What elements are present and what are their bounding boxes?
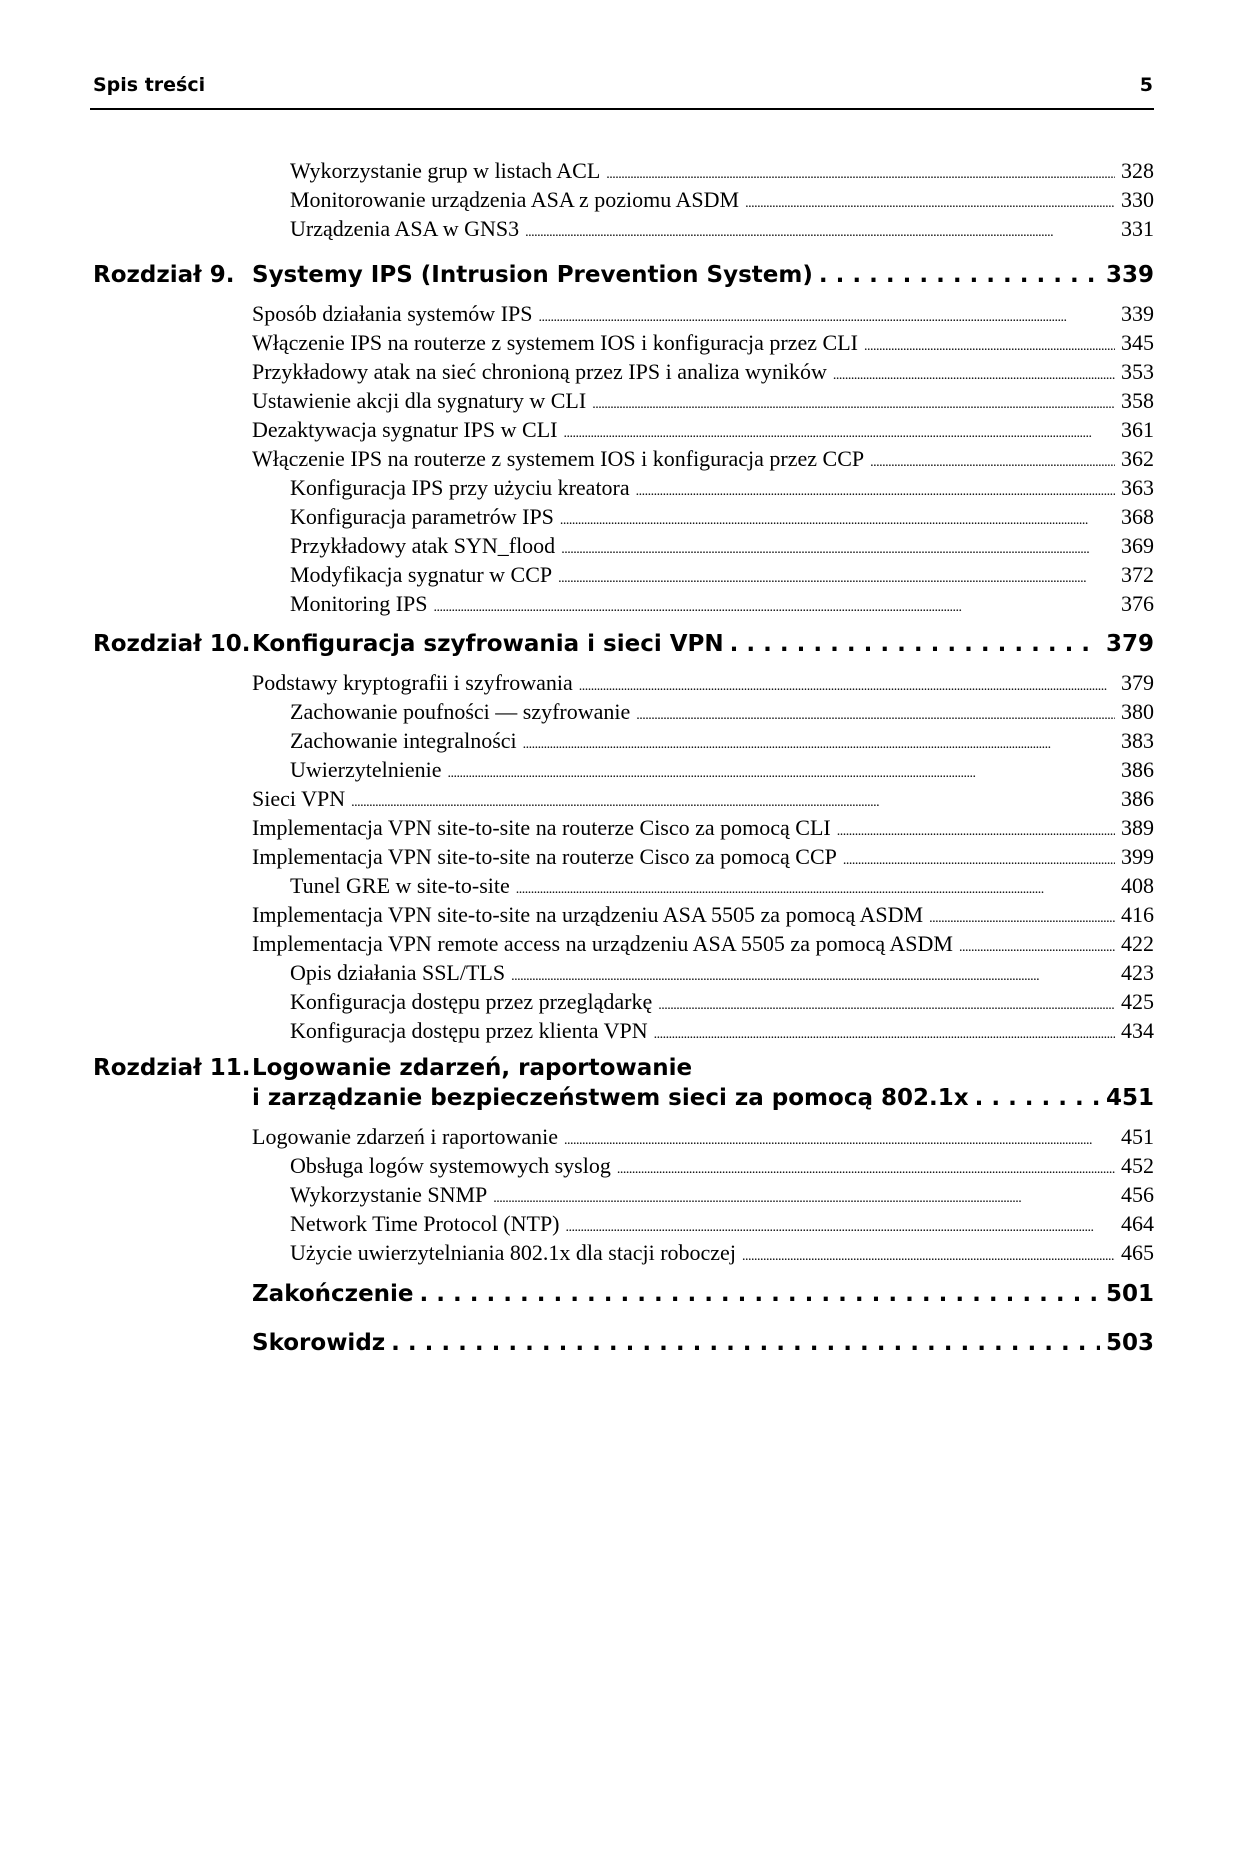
toc-leader (523, 728, 1115, 754)
toc-entry-title: Zachowanie integralności (290, 728, 517, 753)
toc-leader (539, 301, 1116, 327)
toc-entry (252, 359, 1154, 387)
toc-entry (290, 728, 1154, 756)
toc-leader (636, 475, 1115, 501)
toc-entry-title: Zachowanie poufności — szyfrowanie (290, 699, 631, 724)
toc-entry-page: 372 (1121, 562, 1154, 587)
toc-entry-title: Urządzenia ASA w GNS3 (290, 216, 520, 241)
toc-leader (819, 262, 1100, 288)
toc-entry-page: 345 (1121, 330, 1154, 355)
toc-entry (252, 844, 1154, 872)
toc-entry-title: Implementacja VPN site-to-site na routerze Cisco za pomocą CLI (252, 815, 831, 840)
toc-leader (730, 631, 1100, 657)
toc-entry-title: Sposób działania systemów IPS (252, 301, 533, 326)
toc-entry-page: 361 (1121, 417, 1154, 442)
toc-entry (252, 931, 1154, 959)
toc-leader (592, 388, 1115, 414)
toc-entry (290, 1182, 1154, 1210)
toc-entry-page: 399 (1121, 844, 1154, 869)
toc-entry-page: 383 (1121, 728, 1154, 753)
toc-entry-title: Konfiguracja parametrów IPS (290, 504, 554, 529)
toc-entry (252, 1124, 1154, 1152)
toc-entry (252, 815, 1154, 843)
toc-leader (745, 187, 1115, 213)
toc-leader (837, 815, 1115, 841)
running-head-title: Spis treści (93, 74, 206, 96)
toc-entry (290, 989, 1154, 1017)
chapter-10-title: Konfiguracja szyfrowania i sieci VPN (252, 631, 724, 657)
toc-leader (654, 1018, 1115, 1044)
toc-entry-page: 434 (1121, 1018, 1154, 1043)
chapter-10-page: 379 (1105, 631, 1154, 657)
toc-entry-title: Włączenie IPS na routerze z systemem IOS i konfiguracja przez CCP (252, 446, 865, 471)
toc-entry (290, 475, 1154, 503)
toc-entry (290, 562, 1154, 590)
running-head-page-number: 5 (1139, 74, 1153, 96)
toc-entry-title: Implementacja VPN site-to-site na urządzeniu ASA 5505 za pomocą ASDM (252, 902, 924, 927)
chapter-10-entry (252, 631, 1154, 663)
toc-entry-page: 456 (1121, 1182, 1154, 1207)
toc-entry-page: 376 (1121, 591, 1154, 616)
toc-entry-page: 380 (1121, 699, 1154, 724)
toc-entry (290, 960, 1154, 988)
toc-entry (252, 446, 1154, 474)
toc-entry (290, 757, 1154, 785)
toc-entry-title: Konfiguracja IPS przy użyciu kreatora (290, 475, 630, 500)
toc-leader (742, 1240, 1115, 1266)
toc-leader (658, 989, 1115, 1015)
toc-entry-title: Opis działania SSL/TLS (290, 960, 506, 985)
toc-entry (252, 417, 1154, 445)
toc-leader (420, 1281, 1100, 1307)
toc-entry (290, 873, 1154, 901)
toc-leader (511, 960, 1115, 986)
toc-leader (560, 504, 1115, 530)
toc-entry-page: 408 (1121, 873, 1154, 898)
toc-entry-title: Wykorzystanie grup w listach ACL (290, 158, 601, 183)
toc-entry-page: 379 (1121, 670, 1154, 695)
toc-leader (606, 158, 1115, 184)
toc-leader (929, 902, 1115, 928)
toc-end-entry-title: Zakończenie (252, 1281, 414, 1307)
header-rule (90, 108, 1154, 110)
toc-entry-title: Logowanie zdarzeń i raportowanie (252, 1124, 559, 1149)
toc-entry-page: 425 (1121, 989, 1154, 1014)
toc-leader (563, 417, 1115, 443)
toc-leader (843, 844, 1115, 870)
toc-entry-title: Dezaktywacja sygnatur IPS w CLI (252, 417, 558, 442)
toc-entry-title: Implementacja VPN remote access na urządzeniu ASA 5505 za pomocą ASDM (252, 931, 953, 956)
toc-leader (975, 1085, 1100, 1111)
toc-entry (252, 388, 1154, 416)
toc-entry-title: Przykładowy atak na sieć chronioną przez IPS i analiza wyników (252, 359, 827, 384)
toc-entry-page: 386 (1121, 786, 1154, 811)
toc-entry-page: 451 (1121, 1124, 1154, 1149)
toc-entry-title: Włączenie IPS na routerze z systemem IOS i konfiguracja przez CLI (252, 330, 858, 355)
toc-entry-page: 423 (1121, 960, 1154, 985)
toc-leader (525, 216, 1115, 242)
toc-entry (252, 786, 1154, 814)
toc-entry-title: Obsługa logów systemowych syslog (290, 1153, 611, 1178)
toc-entry-title: Konfiguracja dostępu przez klienta VPN (290, 1018, 648, 1043)
running-head (93, 74, 1153, 102)
toc-leader (493, 1182, 1115, 1208)
toc-entry-page: 363 (1121, 475, 1154, 500)
toc-entry-page: 353 (1121, 359, 1154, 384)
toc-entry-page: 331 (1121, 216, 1154, 241)
toc-entry-page: 465 (1121, 1240, 1154, 1265)
toc-entry-title: Modyfikacja sygnatur w CCP (290, 562, 553, 587)
toc-entry-page: 368 (1121, 504, 1154, 529)
toc-entry (290, 216, 1154, 244)
toc-leader (566, 1211, 1116, 1237)
toc-entry (252, 670, 1154, 698)
toc-entry-title: Podstawy kryptografii i szyfrowania (252, 670, 573, 695)
toc-end-entry (252, 1330, 1154, 1362)
toc-entry-page: 422 (1121, 931, 1154, 956)
toc-entry-title: Monitoring IPS (290, 591, 428, 616)
toc-entry-page: 452 (1121, 1153, 1154, 1178)
toc-entry-title: Wykorzystanie SNMP (290, 1182, 488, 1207)
toc-leader (558, 562, 1115, 588)
chapter-9-title: Systemy IPS (Intrusion Prevention System) (252, 262, 813, 288)
toc-entry-page: 386 (1121, 757, 1154, 782)
toc-entry-page: 416 (1121, 902, 1154, 927)
toc-leader (434, 591, 1115, 617)
toc-entry-title: Sieci VPN (252, 786, 346, 811)
chapter-11-label: Rozdział 11. (93, 1055, 251, 1081)
toc-entry (290, 591, 1154, 619)
toc-entry (290, 504, 1154, 532)
toc-entry (290, 533, 1154, 561)
toc-entry-page: 328 (1121, 158, 1154, 183)
toc-leader (564, 1124, 1115, 1150)
toc-leader (391, 1330, 1100, 1356)
toc-leader (870, 446, 1115, 472)
toc-entry (290, 158, 1154, 186)
toc-end-entry (252, 1281, 1154, 1313)
toc-entry-title: Użycie uwierzytelniania 802.1x dla stacji roboczej (290, 1240, 736, 1265)
toc-end-entry-title: Skorowidz (252, 1330, 386, 1356)
toc-end-entry-page: 503 (1105, 1330, 1154, 1356)
toc-entry (252, 902, 1154, 930)
chapter-11-title-line2: i zarządzanie bezpieczeństwem sieci za pomocą 802.1x (252, 1085, 969, 1111)
toc-entry-title: Ustawienie akcji dla sygnatury w CLI (252, 388, 587, 413)
toc-entry-title: Konfiguracja dostępu przez przeglądarkę (290, 989, 653, 1014)
toc-entry-page: 358 (1121, 388, 1154, 413)
toc-entry (290, 1240, 1154, 1268)
toc-leader (833, 359, 1115, 385)
toc-entry-page: 464 (1121, 1211, 1154, 1236)
chapter-9-page: 339 (1105, 262, 1154, 288)
toc-leader (959, 931, 1115, 957)
toc-leader (636, 699, 1115, 725)
chapter-10-label: Rozdział 10. (93, 631, 251, 657)
toc-entry (290, 187, 1154, 215)
toc-leader (448, 757, 1116, 783)
toc-entry (290, 1018, 1154, 1046)
chapter-11-title-line1: Logowanie zdarzeń, raportowanie (252, 1055, 693, 1081)
toc-entry-title: Monitorowanie urządzenia ASA z poziomu ASDM (290, 187, 740, 212)
toc-entry-page: 389 (1121, 815, 1154, 840)
toc-leader (617, 1153, 1115, 1179)
toc-entry-title: Implementacja VPN site-to-site na routerze Cisco za pomocą CCP (252, 844, 837, 869)
toc-leader (516, 873, 1115, 899)
toc-entry-title: Przykładowy atak SYN_flood (290, 533, 556, 558)
toc-entry-page: 339 (1121, 301, 1154, 326)
toc-entry (290, 1153, 1154, 1181)
toc-entry (252, 330, 1154, 358)
toc-leader (864, 330, 1115, 356)
toc-entry (252, 301, 1154, 329)
toc-entry-page: 369 (1121, 533, 1154, 558)
toc-leader (561, 533, 1115, 559)
toc-leader (351, 786, 1115, 812)
chapter-9-label: Rozdział 9. (93, 262, 235, 288)
toc-entry-page: 362 (1121, 446, 1154, 471)
chapter-11-entry (252, 1085, 1154, 1117)
toc-entry (290, 1211, 1154, 1239)
toc-entry-title: Tunel GRE w site-to-site (290, 873, 510, 898)
chapter-11-page: 451 (1105, 1085, 1154, 1111)
toc-entry (290, 699, 1154, 727)
toc-end-entry-page: 501 (1105, 1281, 1154, 1307)
toc-entry-title: Uwierzytelnienie (290, 757, 442, 782)
toc-entry-title: Network Time Protocol (NTP) (290, 1211, 560, 1236)
chapter-9-entry (252, 262, 1154, 294)
toc-entry-page: 330 (1121, 187, 1154, 212)
toc-leader (579, 670, 1115, 696)
